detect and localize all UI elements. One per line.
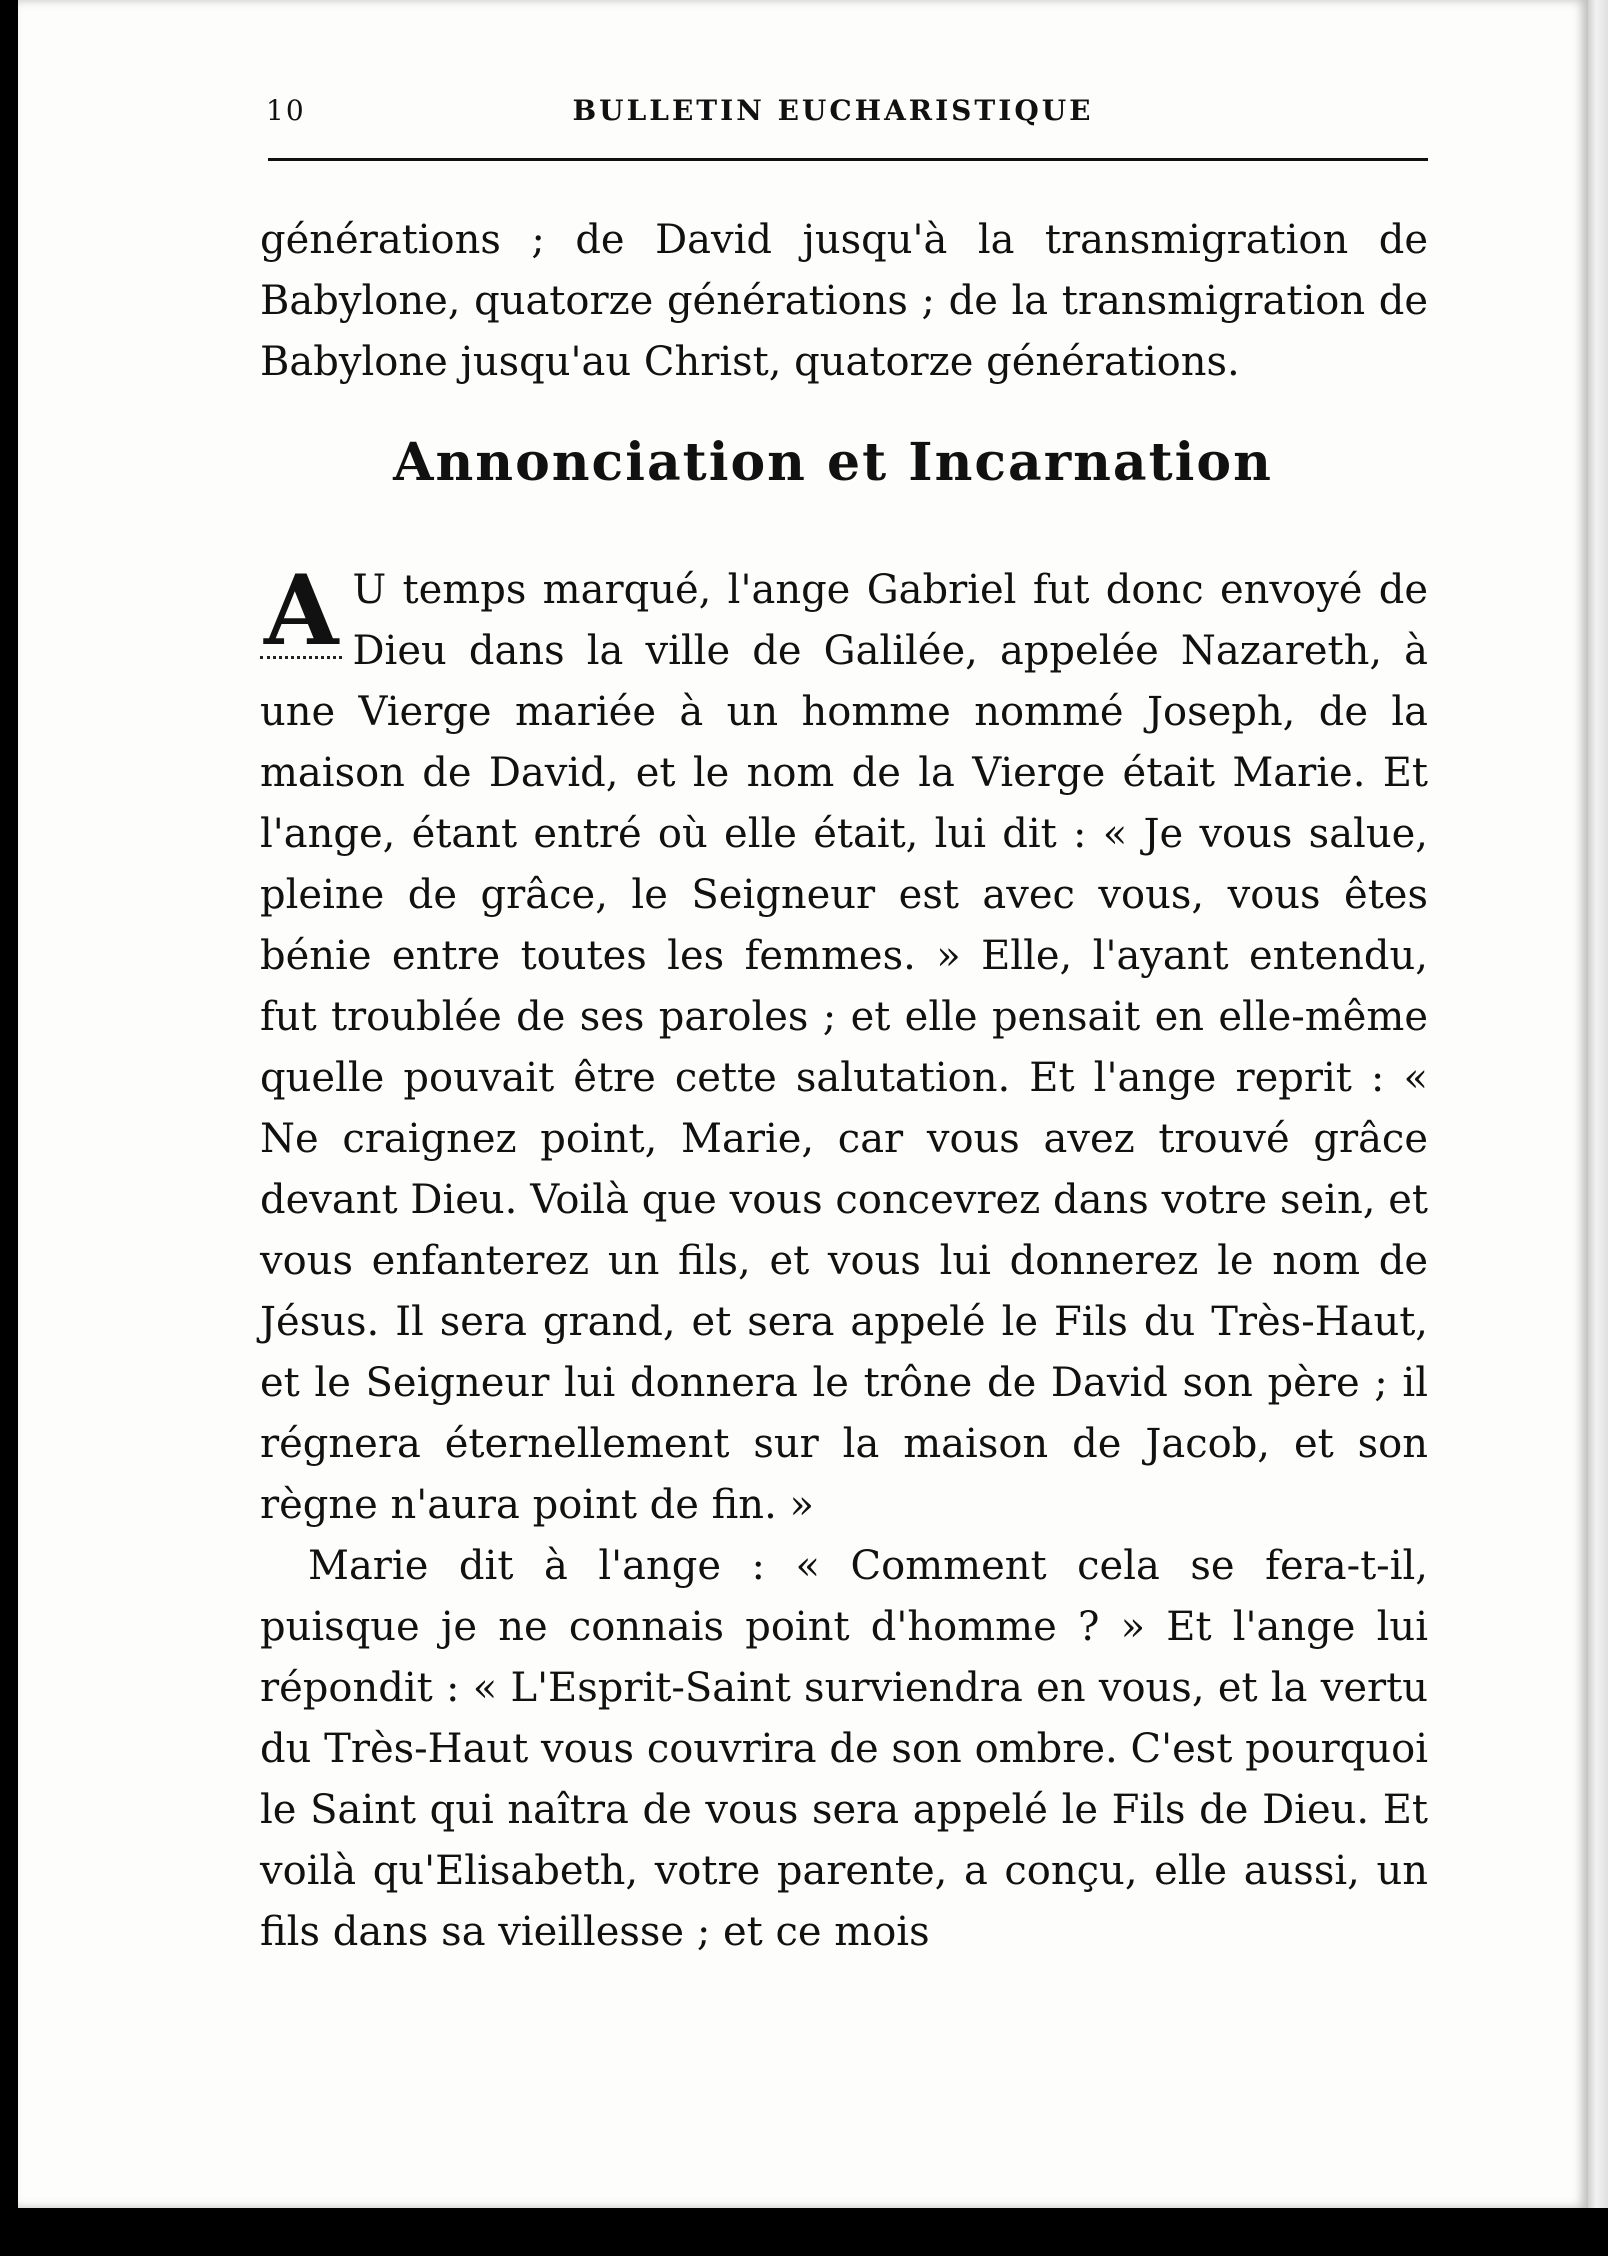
running-title: BULLETIN EUCHARISTIQUE bbox=[572, 94, 1094, 127]
paragraph-1-text: U temps marqué, l'ange Gabriel fut donc envoyé de Dieu dans la ville de Galilée, appelée Nazareth, à une Vierge mariée à un homme nommé Joseph, de la maison de David, et le nom de la Vierge était Marie. Et l'ange, étant entré où elle était, lui dit : « Je vous salue, pleine de grâce, le Seigneur est avec vous, vous êtes bénie entre toutes les femmes. » Elle, l'ayant entendu, fut troublée de ses paroles ; et elle pensait en elle-même quelle pouvait être cette salutation. Et l'ange reprit : « Ne craignez point, Marie, car vous avez trouvé grâce devant Dieu. Voilà que vous concevrez dans votre sein, et vous enfanterez un fils, et vous lui donnerez le nom de Jésus. Il sera grand, et sera appelé le Fils du Très-Haut, et le Seigneur lui donnera le trône de David son père ; il régnera éternellement sur la maison de Jacob, et son règne n'aura point de fin. » bbox=[260, 567, 1428, 1528]
running-head bbox=[238, 80, 1428, 140]
page-edge bbox=[1588, 0, 1608, 2208]
paragraph-2: Marie dit à l'ange : « Comment cela se fera-t-il, puisque je ne connais point d'homme ? » Et l'ange lui répondit : « L'Esprit-Saint surviendra en vous, et la vertu du Très-Haut vous couvrira de son ombre. C'est pourquoi le Saint qui naîtra de vous sera appelé le Fils de Dieu. Et voilà qu'Elisabeth, votre parente, a conçu, elle aussi, un fils dans sa vieillesse ; et ce mois bbox=[260, 1543, 1428, 1955]
intro-paragraph: générations ; de David jusqu'à la transmigration de Babylone, quatorze générations ; de la transmigration de Babylone jusqu'au Christ, quatorze générations. bbox=[260, 217, 1428, 385]
book-page bbox=[18, 0, 1588, 2208]
page-number: 10 bbox=[266, 94, 306, 127]
header-rule bbox=[268, 158, 1428, 161]
drop-cap-letter: A bbox=[260, 566, 342, 659]
paragraph-1 bbox=[260, 554, 1428, 1536]
body-text bbox=[260, 554, 1428, 1963]
section-title: Annonciation et Incarnation bbox=[393, 432, 1273, 493]
scan-border bbox=[0, 2208, 1608, 2256]
page-content bbox=[238, 80, 1428, 1955]
